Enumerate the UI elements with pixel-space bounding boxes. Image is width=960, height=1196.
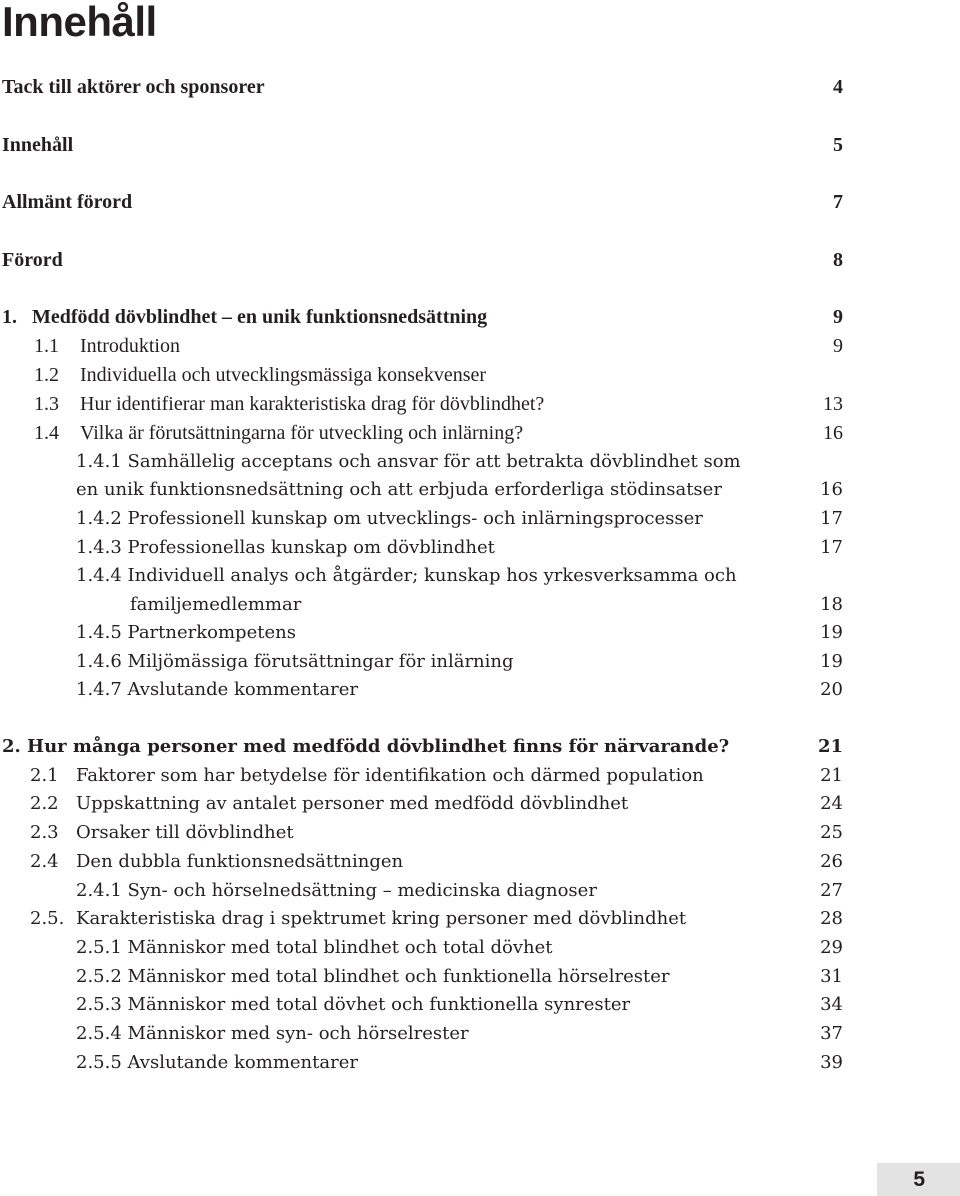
toc-entry-title: Medfödd dövblindhet – en unik funktionsnedsättning	[32, 306, 488, 328]
toc-entry-page: 16	[823, 422, 843, 444]
toc-entry-page: 21	[817, 736, 843, 757]
toc-entry-page: 19	[820, 651, 843, 672]
toc-entry-continuation[interactable]	[0, 475, 960, 505]
toc-entry[interactable]	[0, 360, 960, 390]
toc-entry[interactable]	[0, 72, 960, 102]
toc-entry-page: 5	[833, 134, 843, 156]
toc-entry-page: 4	[833, 76, 843, 98]
toc-entry-title: 1.4.6 Miljömässiga förutsättningar för inlärning	[76, 651, 514, 672]
toc-entry-title: Innehåll	[2, 134, 74, 156]
toc-entry[interactable]	[0, 761, 960, 791]
toc-entry[interactable]	[0, 675, 960, 705]
toc-entry[interactable]	[0, 647, 960, 677]
toc-entry[interactable]	[0, 904, 960, 934]
toc-entry[interactable]	[0, 818, 960, 848]
toc-entry-page: 8	[833, 249, 843, 271]
toc-entry[interactable]	[0, 618, 960, 648]
toc-entry-number: 2.2	[30, 793, 59, 814]
toc-entry-page: 29	[820, 937, 843, 958]
toc-entry-page: 37	[820, 1023, 843, 1044]
toc-entry-title: Introduktion	[80, 335, 180, 357]
toc-entry[interactable]	[0, 847, 960, 877]
toc-entry-page: 17	[820, 508, 843, 529]
toc-entry[interactable]	[0, 533, 960, 563]
toc-entry-title: 2. Hur många personer med medfödd dövblindhet finns för närvarande?	[2, 736, 730, 757]
toc-entry-page: 27	[820, 880, 843, 901]
toc-entry-page: 9	[833, 335, 843, 357]
toc-entry-title: Tack till aktörer och sponsorer	[2, 76, 265, 98]
toc-entry-title: Orsaker till dövblindhet	[76, 822, 294, 843]
toc-entry[interactable]	[0, 389, 960, 419]
toc-entry-page: 9	[833, 306, 843, 328]
toc-entry-title: 2.4.1 Syn- och hörselnedsättning – medicinska diagnoser	[76, 880, 597, 901]
toc-entry-page: 16	[820, 479, 843, 500]
toc-entry-page: 17	[820, 537, 843, 558]
toc-entry[interactable]	[0, 447, 960, 477]
toc-entry-page: 20	[820, 679, 843, 700]
toc-entry-page: 25	[820, 822, 843, 843]
toc-entry-title: 1.4.5 Partnerkompetens	[76, 622, 296, 643]
toc-entry[interactable]	[0, 732, 960, 762]
toc-entry-page: 39	[820, 1052, 843, 1073]
toc-entry-title: 2.5.4 Människor med syn- och hörselrester	[76, 1023, 469, 1044]
toc-entry-title: 2.5.2 Människor med total blindhet och funktionella hörselrester	[76, 966, 670, 987]
toc-entry-title: 1.4.2 Professionell kunskap om utvecklings- och inlärningsprocesser	[76, 508, 703, 529]
toc-entry-title: Vilka är förutsättningarna för utveckling och inlärning?	[80, 422, 524, 444]
toc-entry-title: Individuella och utvecklingsmässiga konsekvenser	[80, 364, 487, 386]
toc-entry-title: en unik funktionsnedsättning och att erbjuda erforderliga stödinsatser	[76, 479, 722, 500]
toc-entry-title: Faktorer som har betydelse för identifikation och därmed population	[76, 765, 704, 786]
toc-entry-title: 1.4.7 Avslutande kommentarer	[76, 679, 358, 700]
toc-entry-title: 1.4.3 Professionellas kunskap om dövblindhet	[76, 537, 495, 558]
page-number-badge: 5	[877, 1163, 960, 1196]
toc-entry-page: 31	[820, 966, 843, 987]
toc-entry[interactable]	[0, 789, 960, 819]
toc-entry-title: Den dubbla funktionsnedsättningen	[76, 851, 404, 872]
toc-entry-number: 1.2	[34, 364, 59, 386]
toc-entry[interactable]	[0, 302, 960, 332]
toc-entry-page: 28	[820, 908, 843, 929]
toc-entry-title: Allmänt förord	[2, 191, 133, 213]
toc-entry-title: familjemedlemmar	[130, 594, 302, 615]
toc-entry[interactable]	[0, 561, 960, 591]
toc-entry[interactable]	[0, 418, 960, 448]
toc-entry-number: 1.1	[34, 335, 59, 357]
toc-entry-page: 26	[820, 851, 843, 872]
toc-entry-page: 19	[820, 622, 843, 643]
toc-entry-title: Karakteristiska drag i spektrumet kring personer med dövblindhet	[76, 908, 687, 929]
toc-entry[interactable]	[0, 876, 960, 906]
toc-entry[interactable]	[0, 1048, 960, 1078]
toc-entry[interactable]	[0, 990, 960, 1020]
toc-entry[interactable]	[0, 331, 960, 361]
toc-entry-page: 21	[820, 765, 843, 786]
toc-entry[interactable]	[0, 187, 960, 217]
toc-entry-page: 34	[820, 994, 843, 1015]
toc-entry-title: 2.5.5 Avslutande kommentarer	[76, 1052, 358, 1073]
toc-entry-title: Hur identifierar man karakteristiska drag för dövblindhet?	[80, 393, 545, 415]
toc-entry-number: 2.3	[30, 822, 59, 843]
toc-entry-title: Uppskattning av antalet personer med medfödd dövblindhet	[76, 793, 629, 814]
toc-entry-number: 2.1	[30, 765, 59, 786]
toc-entry-title: 2.5.1 Människor med total blindhet och total dövhet	[76, 937, 553, 958]
toc-entry-continuation[interactable]	[0, 590, 960, 620]
toc-entry[interactable]	[0, 962, 960, 992]
toc-entry-number: 1.4	[34, 422, 59, 444]
toc-entry[interactable]	[0, 130, 960, 160]
toc-entry-number: 2.4	[30, 851, 59, 872]
toc-entry-title: 1.4.4 Individuell analys och åtgärder; kunskap hos yrkesverksamma och	[76, 565, 737, 586]
toc-entry[interactable]	[0, 245, 960, 275]
toc-entry[interactable]	[0, 504, 960, 534]
toc-entry-page: 24	[820, 793, 843, 814]
toc-entry-page: 18	[820, 594, 843, 615]
toc-entry-number: 1.	[2, 306, 17, 328]
toc-entry-title: 1.4.1 Samhällelig acceptans och ansvar för att betrakta dövblindhet som	[76, 451, 741, 472]
toc-entry-title: Förord	[2, 249, 63, 271]
toc-entry-title: 2.5.3 Människor med total dövhet och funktionella synrester	[76, 994, 631, 1015]
toc-entry[interactable]	[0, 1019, 960, 1049]
toc-entry-page: 13	[823, 393, 843, 415]
toc-entry-page: 7	[833, 191, 843, 213]
toc-entry[interactable]	[0, 933, 960, 963]
toc-entry-number: 1.3	[34, 393, 59, 415]
toc-entry-number: 2.5.	[30, 908, 65, 929]
page-title: Innehåll	[2, 0, 157, 45]
